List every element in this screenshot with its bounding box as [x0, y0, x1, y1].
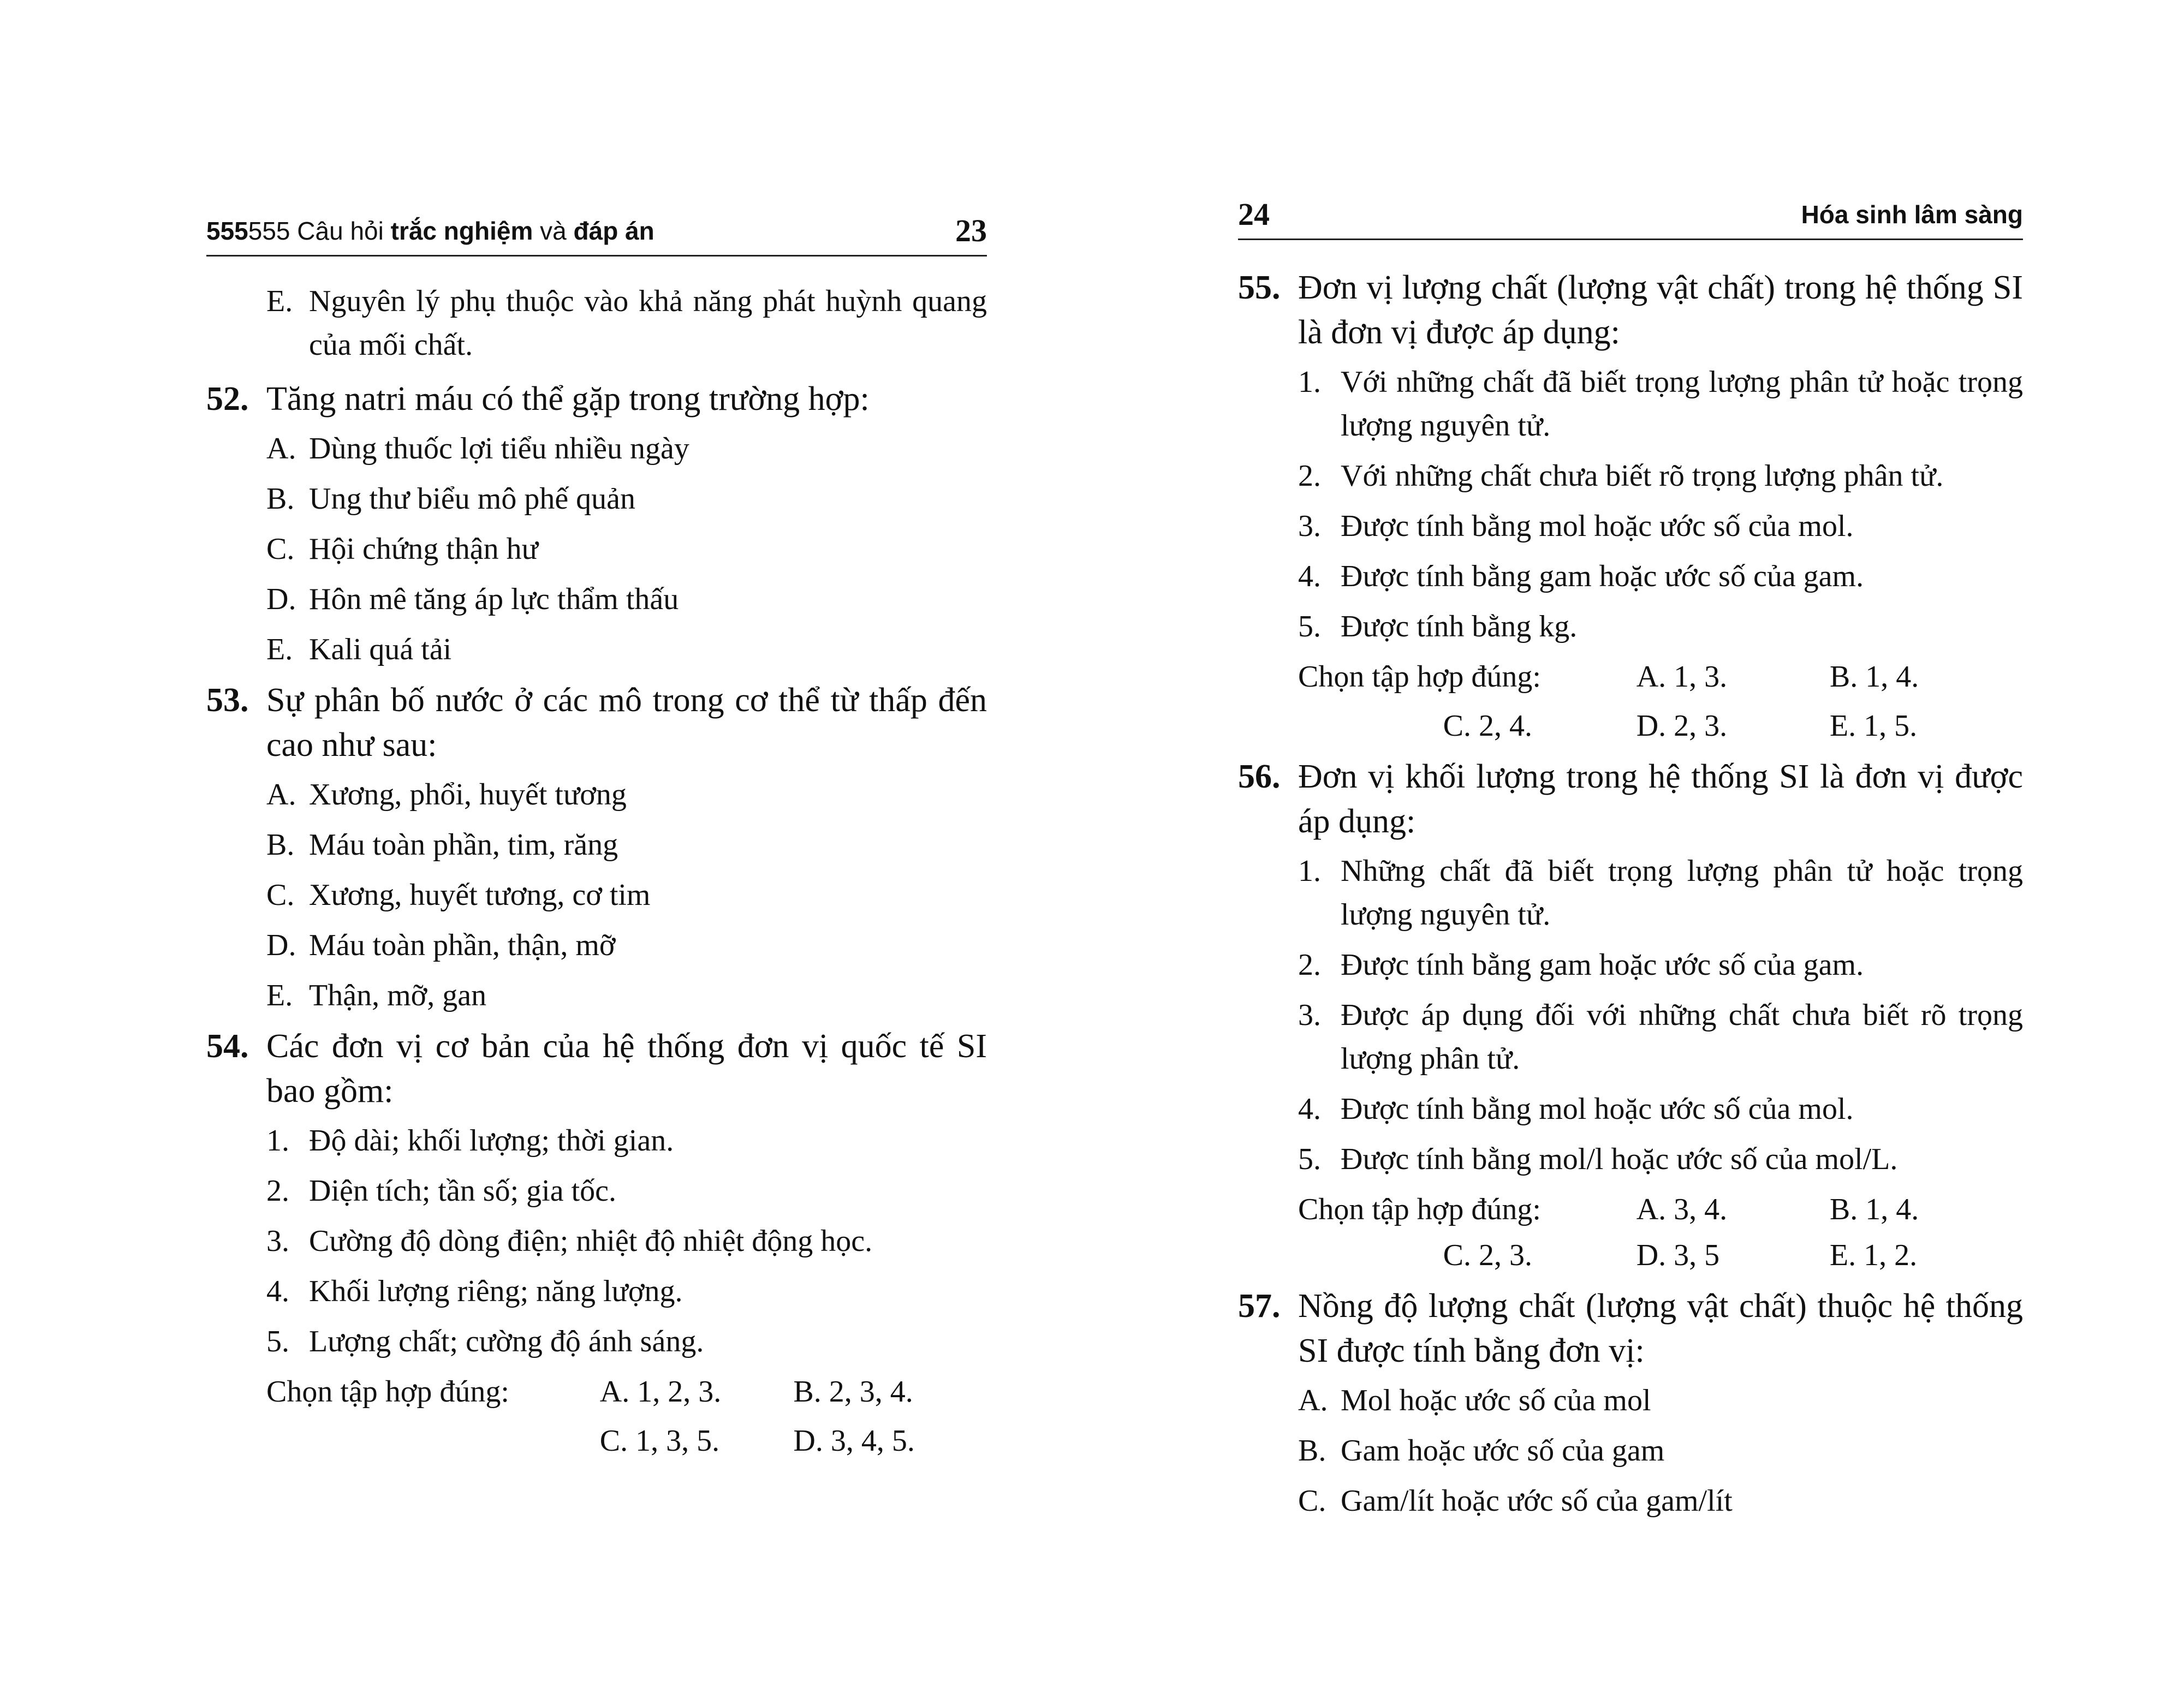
option-letter: A. [266, 432, 296, 466]
option-letter: 2. [266, 1174, 289, 1208]
answer-choice: C. 2, 3. [1443, 1238, 1532, 1272]
option [1238, 360, 2023, 448]
question-text: Nồng độ lượng chất (lượng vật chất) thuộc hệ thống SI được tính bằng đơn vị: [1298, 1287, 2023, 1369]
option [1238, 1087, 2023, 1131]
option-text: Máu toàn phần, tim, răng [309, 828, 618, 862]
option [206, 427, 987, 470]
option-text: Xương, phổi, huyết tương [309, 778, 627, 812]
option-letter: 4. [1298, 559, 1321, 593]
choose-set-row [1238, 704, 2023, 748]
choose-set-row [206, 1370, 987, 1414]
option-text: Được tính bằng kg. [1341, 610, 1578, 643]
choose-spacer [266, 1419, 600, 1463]
question-text: Đơn vị lượng chất (lượng vật chất) trong hệ thống SI là đơn vị được áp dụng: [1298, 269, 2023, 351]
option-text: Được áp dụng đối với những chất chưa biết rõ trọng lượng phân tử. [1341, 998, 2023, 1076]
option-letter: 4. [1298, 1092, 1321, 1126]
option-letter: B. [266, 828, 295, 862]
option [1238, 849, 2023, 937]
answer-choice: A. 1, 2, 3. [599, 1375, 722, 1409]
option [206, 873, 987, 917]
question-text: Tăng natri máu có thể gặp trong trường hợp: [266, 380, 870, 418]
question-text: Sự phân bố nước ở các mô trong cơ thể từ thấp đến cao như sau: [266, 682, 987, 764]
option-letter: 3. [266, 1224, 289, 1258]
answer-choice: C. 1, 3, 5. [599, 1424, 720, 1458]
right-page-header [1238, 191, 2023, 240]
option-text: Những chất đã biết trọng lượng phân tử hoặc trọng lượng nguyên tử. [1341, 854, 2023, 932]
option-letter: E. [266, 979, 293, 1012]
option-text: Được tính bằng gam hoặc ước số của gam. [1341, 559, 1864, 593]
choose-set-row [206, 1419, 987, 1463]
option-letter: 3. [1298, 509, 1321, 543]
question-56 [1238, 754, 2023, 1277]
option-letter: 1. [1298, 365, 1321, 399]
option-text: Với những chất đã biết trọng lượng phân tử hoặc trọng lượng nguyên tử. [1341, 365, 2023, 443]
option-letter: 1. [266, 1124, 289, 1158]
question-number: 54. [206, 1028, 249, 1065]
header-rule [1238, 239, 2023, 240]
answer-choice: A. 1, 3. [1636, 660, 1728, 694]
question-text: Các đơn vị cơ bản của hệ thống đơn vị quốc tế SI bao gồm: [266, 1028, 987, 1110]
option-letter: 2. [1298, 948, 1321, 982]
option-letter: B. [266, 482, 295, 516]
choose-set-row [1238, 1188, 2023, 1231]
option-text: Được tính bằng gam hoặc ước số của gam. [1341, 948, 1864, 982]
option-letter: D. [266, 582, 296, 616]
option-letter: 2. [1298, 459, 1321, 493]
option-letter: A. [266, 778, 296, 812]
left-page-header [206, 207, 987, 257]
option-text: Khối lượng riêng; năng lượng. [309, 1274, 683, 1308]
option [1238, 1379, 2023, 1422]
question-stem [206, 678, 987, 767]
option [206, 1169, 987, 1213]
running-title-mid: và [533, 217, 574, 245]
answer-choice: A. 3, 4. [1636, 1193, 1728, 1226]
option-text: Độ dài; khối lượng; thời gian. [309, 1124, 674, 1158]
option-text: Được tính bằng mol hoặc ước số của mol. [1341, 1092, 1854, 1126]
option [1238, 1479, 2023, 1523]
answer-choice: E. 1, 5. [1829, 709, 1918, 743]
option [1238, 1137, 2023, 1181]
answer-choice: B. 1, 4. [1829, 660, 1919, 694]
running-title-prefix: 555 Câu hỏi [248, 217, 391, 245]
question-stem [1238, 1284, 2023, 1373]
question-number: 53. [206, 682, 249, 719]
option [1238, 1429, 2023, 1473]
option-text: Dùng thuốc lợi tiểu nhiều ngày [309, 432, 689, 466]
option [206, 1320, 987, 1363]
answer-choice: D. 3, 4, 5. [793, 1424, 915, 1458]
question-number: 55. [1238, 269, 1281, 306]
question-stem [206, 1024, 987, 1113]
continued-option [206, 279, 987, 367]
option [1238, 454, 2023, 498]
option-text: Kali quá tải [309, 633, 452, 666]
option-text: Máu toàn phần, thận, mỡ [309, 928, 616, 962]
option [206, 823, 987, 867]
option [206, 923, 987, 967]
running-title-bold1: trắc nghiệm [390, 217, 533, 245]
choose-label: Chọn tập hợp đúng: [1298, 660, 1541, 694]
page-number: 24 [1238, 196, 1270, 232]
running-title-number: 555 [206, 217, 248, 245]
choose-spacer [1298, 1233, 1443, 1277]
choose-spacer [1298, 704, 1443, 748]
question-number: 57. [1238, 1287, 1281, 1325]
running-title: Hóa sinh lâm sàng [1801, 200, 2023, 229]
question-number: 56. [1238, 758, 1281, 795]
option-letter: 3. [1298, 998, 1321, 1032]
answer-choice: E. 1, 2. [1829, 1238, 1918, 1272]
option-letter: B. [1298, 1434, 1326, 1468]
question-54 [206, 1024, 987, 1463]
right-page-content [1238, 265, 2023, 1529]
question-52 [206, 377, 987, 671]
option-letter: 5. [266, 1325, 289, 1358]
option-letter: C. [266, 532, 295, 566]
option-text: Hội chứng thận hư [309, 532, 538, 566]
option-letter: 4. [266, 1274, 289, 1308]
left-page-content [206, 279, 987, 1469]
option [1238, 943, 2023, 987]
option-text: Cường độ dòng điện; nhiệt độ nhiệt động học. [309, 1224, 873, 1258]
question-53 [206, 678, 987, 1017]
option [206, 577, 987, 621]
option-text: Được tính bằng mol/l hoặc ước số của mol/L. [1341, 1142, 1898, 1176]
option [206, 773, 987, 816]
option-letter: A. [1298, 1384, 1328, 1417]
option-text: Ung thư biểu mô phế quản [309, 482, 636, 516]
option [206, 527, 987, 571]
question-number: 52. [206, 380, 249, 418]
answer-choice: D. 2, 3. [1636, 709, 1728, 743]
answer-choice: B. 2, 3, 4. [793, 1375, 913, 1409]
option [206, 1219, 987, 1263]
option-text: Với những chất chưa biết rõ trọng lượng phân tử. [1341, 459, 1944, 493]
option-letter: E. [266, 284, 293, 318]
question-55 [1238, 265, 2023, 748]
option [206, 628, 987, 671]
option-letter: 5. [1298, 610, 1321, 643]
choose-set-row [1238, 655, 2023, 699]
page-number: 23 [955, 213, 987, 248]
option [206, 1269, 987, 1313]
question-stem [206, 377, 987, 421]
option [1238, 993, 2023, 1081]
choose-label: Chọn tập hợp đúng: [266, 1375, 509, 1409]
option [206, 477, 987, 521]
running-title [206, 216, 654, 246]
question-stem [1238, 754, 2023, 844]
option-letter: 5. [1298, 1142, 1321, 1176]
option-text: Lượng chất; cường độ ánh sáng. [309, 1325, 704, 1358]
option-text: Gam/lít hoặc ước số của gam/lít [1341, 1484, 1733, 1518]
header-rule [206, 255, 987, 257]
right-page [1092, 0, 2184, 1687]
question-57 [1238, 1284, 2023, 1523]
option-text: Diện tích; tần số; gia tốc. [309, 1174, 616, 1208]
question-stem [1238, 265, 2023, 355]
option-text: Xương, huyết tương, cơ tim [309, 878, 651, 912]
option-letter: 1. [1298, 854, 1321, 888]
option-letter: D. [266, 928, 296, 962]
option-letter: E. [266, 633, 293, 666]
option [1238, 504, 2023, 548]
running-title-bold2: đáp án [573, 217, 654, 245]
option [206, 974, 987, 1017]
option-letter: C. [266, 878, 295, 912]
answer-choice: B. 1, 4. [1829, 1193, 1919, 1226]
option-text: Được tính bằng mol hoặc ước số của mol. [1341, 509, 1854, 543]
option-text: Nguyên lý phụ thuộc vào khả năng phát huỳnh quang của mối chất. [309, 284, 987, 362]
question-text: Đơn vị khối lượng trong hệ thống SI là đơn vị được áp dụng: [1298, 758, 2023, 840]
option [1238, 605, 2023, 648]
option-letter: C. [1298, 1484, 1326, 1518]
option-text: Mol hoặc ước số của mol [1341, 1384, 1651, 1417]
option [1238, 555, 2023, 598]
answer-choice: D. 3, 5 [1636, 1238, 1720, 1272]
answer-choice: C. 2, 4. [1443, 709, 1532, 743]
option [206, 1119, 987, 1163]
option-text: Hôn mê tăng áp lực thẩm thấu [309, 582, 679, 616]
option-text: Thận, mỡ, gan [309, 979, 487, 1012]
choose-set-row [1238, 1233, 2023, 1277]
choose-label: Chọn tập hợp đúng: [1298, 1193, 1541, 1226]
option-text: Gam hoặc ước số của gam [1341, 1434, 1665, 1468]
